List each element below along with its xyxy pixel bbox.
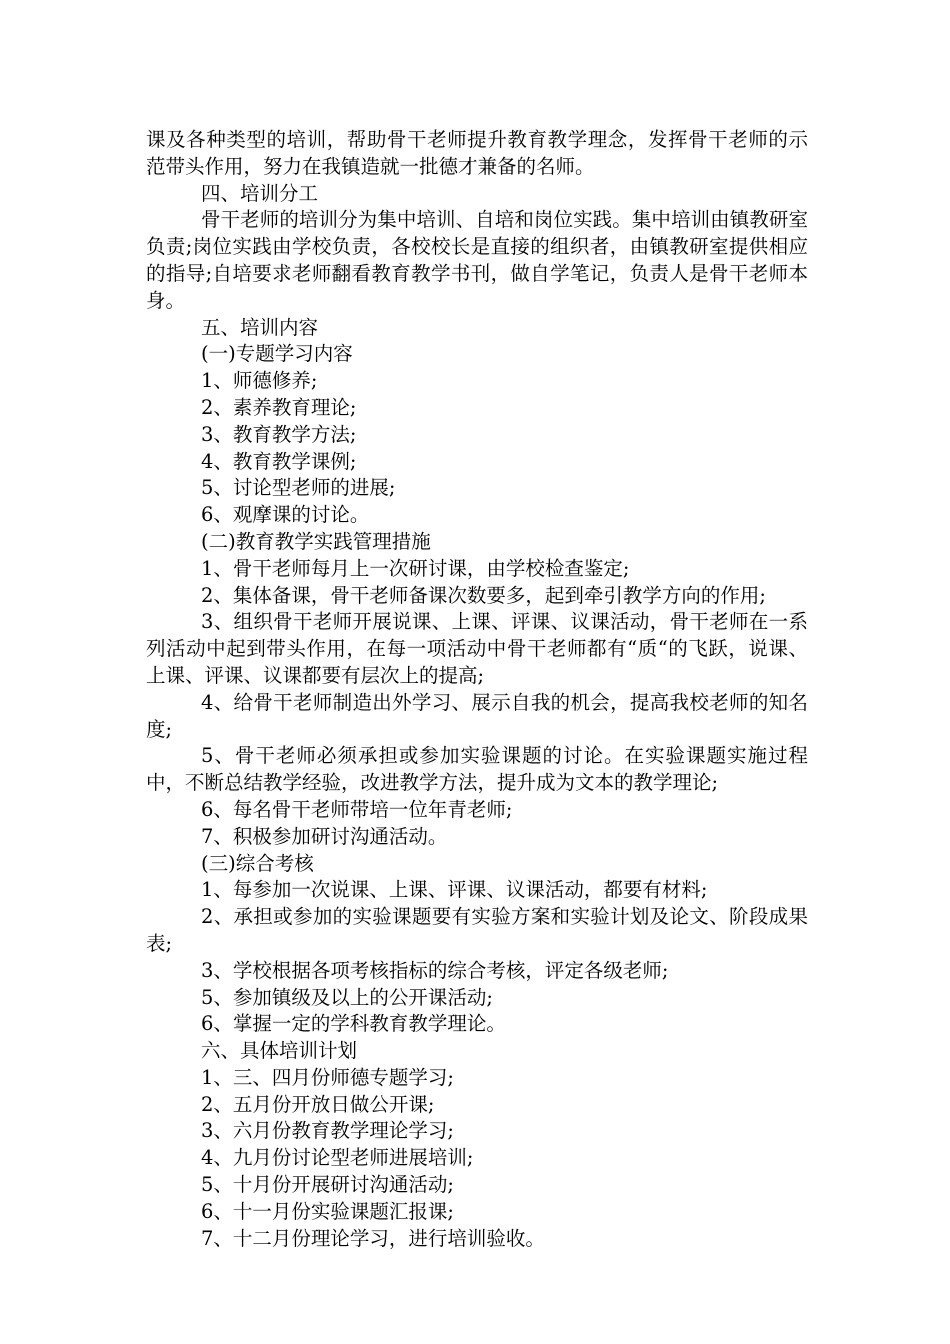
document-paragraph: 1、骨干老师每月上一次研讨课，由学校检查鉴定; — [201, 556, 630, 580]
document-paragraph: 3、教育教学方法; — [201, 422, 357, 446]
document-paragraph: 4、九月份讨论型老师进展培训; — [201, 1146, 474, 1170]
document-paragraph: 2、素养教育理论; — [201, 395, 357, 419]
document-paragraph: 1、三、四月份师德专题学习; — [201, 1065, 454, 1089]
document-paragraph: 3、六月份教育教学理论学习; — [201, 1119, 454, 1143]
document-paragraph: 3、组织骨干老师开展说课、上课、评课、议课活动，骨干老师在一系列活动中起到带头作用，在每一项活动中骨干老师都有“质“的飞跃，说课、上课、评课、议课都要有层次上的提高; — [146, 610, 808, 687]
document-paragraph: 六、具体培训计划 — [201, 1039, 358, 1063]
document-paragraph: 5、参加镇级及以上的公开课活动; — [201, 985, 493, 1009]
document-paragraph: 骨干老师的培训分为集中培训、自培和岗位实践。集中培训由镇教研室负责;岗位实践由学校负责，各校校长是直接的组织者，由镇教研室提供相应的指导;自培要求老师翻看教育教学书刊，做自学笔记，负责人是骨干老师本身。 — [146, 208, 808, 312]
document-paragraph: 6、观摩课的讨论。 — [201, 503, 370, 527]
document-paragraph: 6、每名骨干老师带培一位年青老师; — [201, 797, 513, 821]
document-paragraph: 6、掌握一定的学科教育教学理论。 — [201, 1012, 506, 1036]
document-paragraph: (三)综合考核 — [201, 851, 314, 875]
document-paragraph: (二)教育教学实践管理措施 — [201, 529, 431, 553]
document-paragraph: 1、每参加一次说课、上课、评课、议课活动，都要有材料; — [201, 878, 708, 902]
document-paragraph: 1、师德修养; — [201, 369, 318, 393]
document-paragraph: 2、承担或参加的实验课题要有实验方案和实验计划及论文、阶段成果表; — [146, 905, 808, 955]
document-paragraph: 4、给骨干老师制造出外学习、展示自我的机会，提高我校老师的知名度; — [146, 690, 808, 741]
document-page — [146, 127, 808, 1252]
document-paragraph: 5、骨干老师必须承担或参加实验课题的讨论。在实验课题实施过程中，不断总结教学经验，改进教学方法，提升成为文本的教学理论; — [146, 744, 808, 795]
document-paragraph: 2、五月份开放日做公开课; — [201, 1092, 435, 1116]
document-paragraph: 5、讨论型老师的进展; — [201, 476, 396, 500]
document-paragraph: 6、十一月份实验课题汇报课; — [201, 1199, 454, 1223]
document-paragraph: (一)专题学习内容 — [201, 342, 353, 366]
document-paragraph: 7、十二月份理论学习，进行培训验收。 — [201, 1226, 545, 1250]
document-paragraph: 7、积极参加研讨沟通活动。 — [201, 824, 448, 848]
document-paragraph: 课及各种类型的培训，帮助骨干老师提升教育教学理念，发挥骨干老师的示范带头作用，努力在我镇造就一批德才兼备的名师。 — [146, 128, 808, 178]
document-paragraph: 五、培训内容 — [201, 315, 319, 339]
document-paragraph: 4、教育教学课例; — [201, 449, 357, 473]
document-paragraph: 5、十月份开展研讨沟通活动; — [201, 1173, 454, 1197]
document-paragraph: 四、培训分工 — [201, 181, 319, 205]
document-paragraph: 2、集体备课，骨干老师备课次数要多，起到牵引教学方向的作用; — [201, 583, 766, 607]
document-paragraph: 3、学校根据各项考核指标的综合考核，评定各级老师; — [201, 958, 669, 982]
